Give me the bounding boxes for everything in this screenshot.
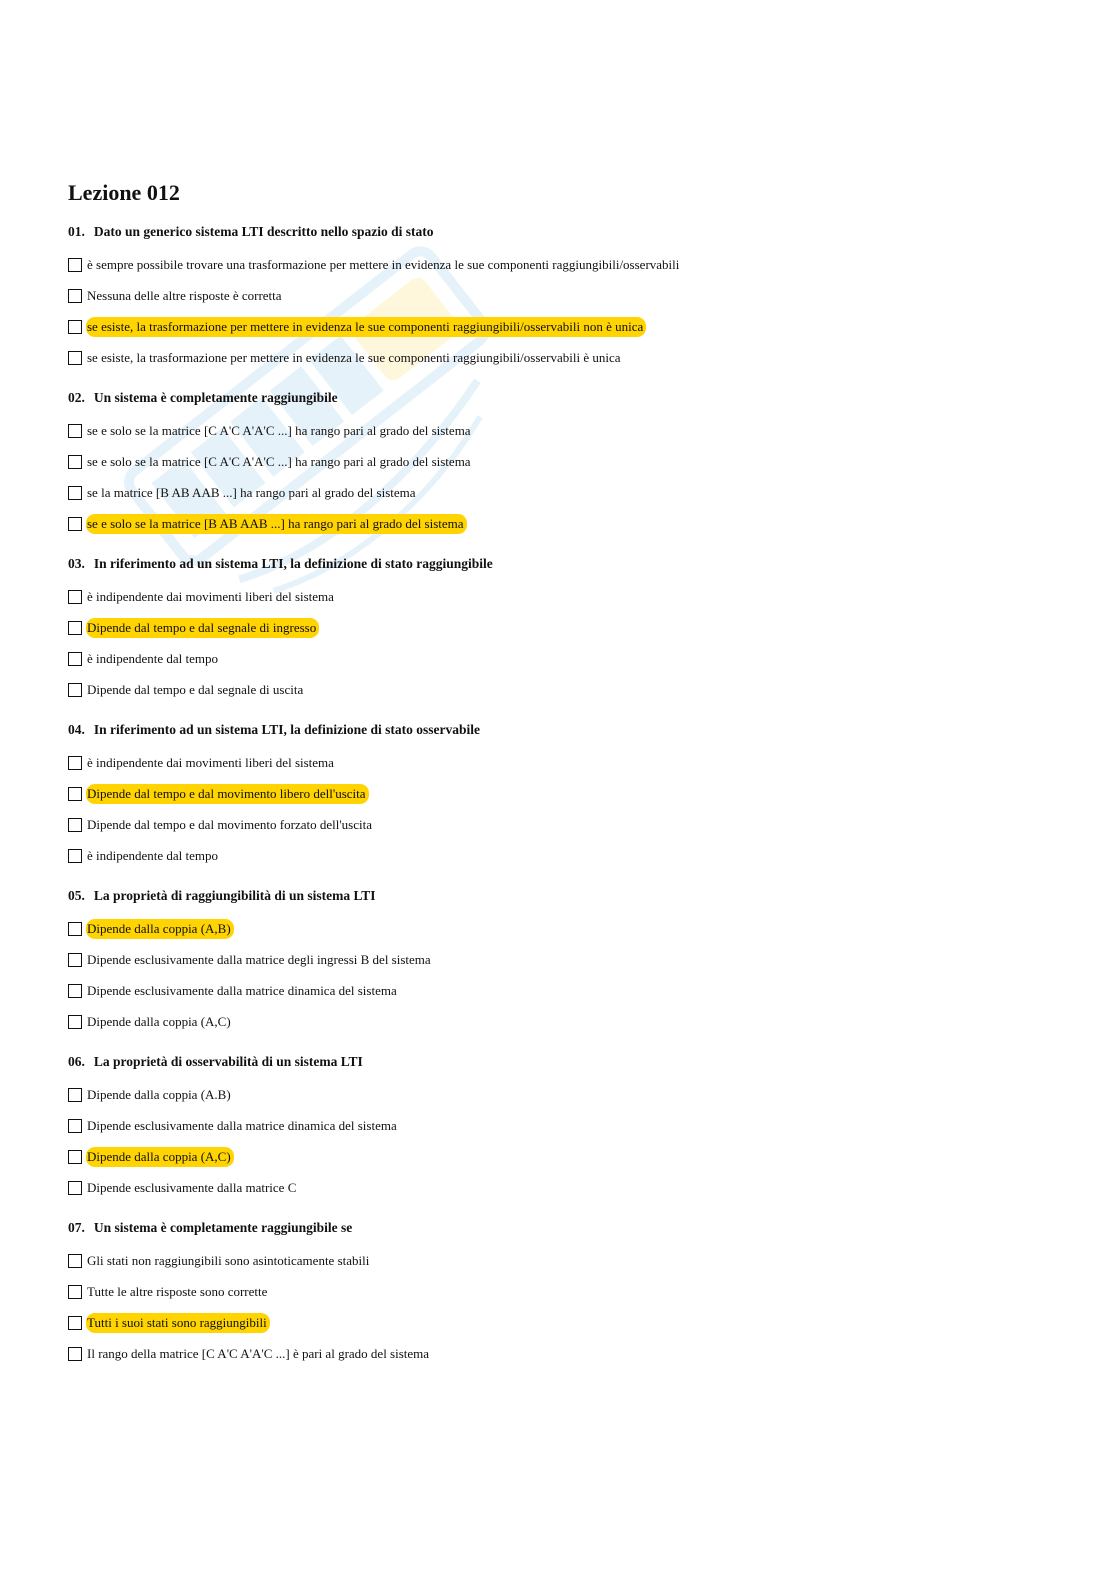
answer-text: è indipendente dal tempo [87, 847, 219, 863]
question-4 [68, 720, 1048, 871]
answer-option[interactable] [68, 747, 1048, 778]
checkbox[interactable] [68, 1181, 82, 1195]
checkbox[interactable] [68, 621, 82, 635]
checkbox[interactable] [68, 652, 82, 666]
checkbox[interactable] [68, 455, 82, 469]
checkbox[interactable] [68, 486, 82, 500]
checkbox[interactable] [68, 756, 82, 770]
question-prompt: In riferimento ad un sistema LTI, la definizione di stato osservabile [93, 722, 481, 737]
answer-text-highlighted: Dipende dal tempo e dal movimento libero dell'uscita [86, 784, 369, 804]
answer-text: Dipende dalla coppia (A.B) [87, 1086, 231, 1102]
answer-text-highlighted: Dipende dal tempo e dal segnale di ingresso [86, 618, 319, 638]
checkbox[interactable] [68, 953, 82, 967]
checkbox[interactable] [68, 1347, 82, 1361]
checkbox[interactable] [68, 984, 82, 998]
document-page [68, 178, 1048, 1384]
question-3 [68, 554, 1048, 705]
checkbox[interactable] [68, 787, 82, 801]
checkbox[interactable] [68, 818, 82, 832]
answer-text: Dipende dalla coppia (A,C) [87, 1013, 231, 1029]
question-2 [68, 388, 1048, 539]
answer-text: Il rango della matrice [C A'C A'A'C ...] è pari al grado del sistema [87, 1345, 430, 1361]
question-number: 01. [68, 224, 85, 239]
answer-text: Tutte le altre risposte sono corrette [87, 1283, 268, 1299]
answer-option[interactable] [68, 975, 1048, 1006]
question-number: 04. [68, 722, 85, 737]
answer-option[interactable] [68, 778, 1048, 809]
answer-text: Dipende esclusivamente dalla matrice degli ingressi B del sistema [87, 951, 431, 967]
answer-option[interactable] [68, 913, 1048, 944]
answer-text-highlighted: se esiste, la trasformazione per mettere in evidenza le sue componenti raggiungibili/osservabili non è unica [86, 317, 646, 337]
question-5 [68, 886, 1048, 1037]
answer-option[interactable] [68, 446, 1048, 477]
answer-option[interactable] [68, 581, 1048, 612]
checkbox[interactable] [68, 258, 82, 272]
answer-option[interactable] [68, 1245, 1048, 1276]
checkbox[interactable] [68, 1150, 82, 1164]
checkbox[interactable] [68, 1119, 82, 1133]
question-prompt: La proprietà di raggiungibilità di un sistema LTI [93, 888, 376, 903]
question-prompt: Un sistema è completamente raggiungibile [93, 390, 338, 405]
checkbox[interactable] [68, 1316, 82, 1330]
question-number: 02. [68, 390, 85, 405]
checkbox[interactable] [68, 424, 82, 438]
question-prompt: Dato un generico sistema LTI descritto nello spazio di stato [93, 224, 434, 239]
answer-text: se esiste, la trasformazione per mettere in evidenza le sue componenti raggiungibili/osservabili è unica [87, 349, 621, 365]
answer-option[interactable] [68, 508, 1048, 539]
question-number: 07. [68, 1220, 85, 1235]
answer-option[interactable] [68, 1141, 1048, 1172]
answer-option[interactable] [68, 1006, 1048, 1037]
answer-text-highlighted: Dipende dalla coppia (A,B) [86, 919, 234, 939]
answer-option[interactable] [68, 944, 1048, 975]
question-number: 06. [68, 1054, 85, 1069]
answer-option[interactable] [68, 1172, 1048, 1203]
answer-text-highlighted: Tutti i suoi stati sono raggiungibili [86, 1313, 270, 1333]
checkbox[interactable] [68, 683, 82, 697]
answer-text: Dipende esclusivamente dalla matrice dinamica del sistema [87, 982, 397, 998]
answer-option[interactable] [68, 840, 1048, 871]
answer-text: è indipendente dal tempo [87, 650, 219, 666]
answer-option[interactable] [68, 477, 1048, 508]
answer-option[interactable] [68, 612, 1048, 643]
question-prompt: La proprietà di osservabilità di un sistema LTI [93, 1054, 363, 1069]
checkbox[interactable] [68, 1285, 82, 1299]
answer-text-highlighted: se e solo se la matrice [B AB AAB ...] ha rango pari al grado del sistema [86, 514, 467, 534]
checkbox[interactable] [68, 849, 82, 863]
answer-option[interactable] [68, 1110, 1048, 1141]
answer-option[interactable] [68, 1079, 1048, 1110]
question-prompt: In riferimento ad un sistema LTI, la definizione di stato raggiungibile [93, 556, 493, 571]
answer-text: è indipendente dai movimenti liberi del sistema [87, 588, 334, 604]
answer-option[interactable] [68, 1338, 1048, 1369]
answer-text-highlighted: Dipende dalla coppia (A,C) [86, 1147, 234, 1167]
question-text [68, 388, 1048, 408]
question-text [68, 1052, 1048, 1072]
checkbox[interactable] [68, 1015, 82, 1029]
answer-text: se e solo se la matrice [C A'C A'A'C ...] ha rango pari al grado del sistema [87, 422, 471, 438]
question-1 [68, 222, 1048, 373]
answer-option[interactable] [68, 415, 1048, 446]
answer-text: è indipendente dai movimenti liberi del sistema [87, 754, 334, 770]
answer-option[interactable] [68, 674, 1048, 705]
answer-option[interactable] [68, 342, 1048, 373]
question-text [68, 222, 1048, 242]
answer-option[interactable] [68, 809, 1048, 840]
checkbox[interactable] [68, 922, 82, 936]
question-text [68, 1218, 1048, 1238]
checkbox[interactable] [68, 289, 82, 303]
checkbox[interactable] [68, 1088, 82, 1102]
question-6 [68, 1052, 1048, 1203]
question-number: 03. [68, 556, 85, 571]
question-text [68, 886, 1048, 906]
lesson-title: Lezione 012 [68, 180, 180, 205]
answer-option[interactable] [68, 643, 1048, 674]
checkbox[interactable] [68, 517, 82, 531]
answer-option[interactable] [68, 249, 1048, 280]
answer-text: Dipende esclusivamente dalla matrice C [87, 1179, 297, 1195]
question-number: 05. [68, 888, 85, 903]
checkbox[interactable] [68, 1254, 82, 1268]
question-prompt: Un sistema è completamente raggiungibile se [93, 1220, 353, 1235]
question-7 [68, 1218, 1048, 1369]
checkbox[interactable] [68, 590, 82, 604]
answer-text: Nessuna delle altre risposte è corretta [87, 287, 282, 303]
answer-text: Dipende esclusivamente dalla matrice dinamica del sistema [87, 1117, 397, 1133]
checkbox[interactable] [68, 351, 82, 365]
checkbox[interactable] [68, 320, 82, 334]
answer-text: è sempre possibile trovare una trasformazione per mettere in evidenza le sue componenti raggiungibili/osservabili [87, 256, 680, 272]
answer-text: Dipende dal tempo e dal movimento forzato dell'uscita [87, 816, 373, 832]
answer-text: Dipende dal tempo e dal segnale di uscita [87, 681, 304, 697]
question-text [68, 554, 1048, 574]
answer-option[interactable] [68, 280, 1048, 311]
question-text [68, 720, 1048, 740]
answer-text: Gli stati non raggiungibili sono asintoticamente stabili [87, 1252, 370, 1268]
answer-option[interactable] [68, 1307, 1048, 1338]
answer-text: se la matrice [B AB AAB ...] ha rango pari al grado del sistema [87, 484, 416, 500]
question-list [68, 222, 1048, 1369]
answer-text: se e solo se la matrice [C A'C A'A'C ...] ha rango pari al grado del sistema [87, 453, 471, 469]
answer-option[interactable] [68, 1276, 1048, 1307]
answer-option[interactable] [68, 311, 1048, 342]
